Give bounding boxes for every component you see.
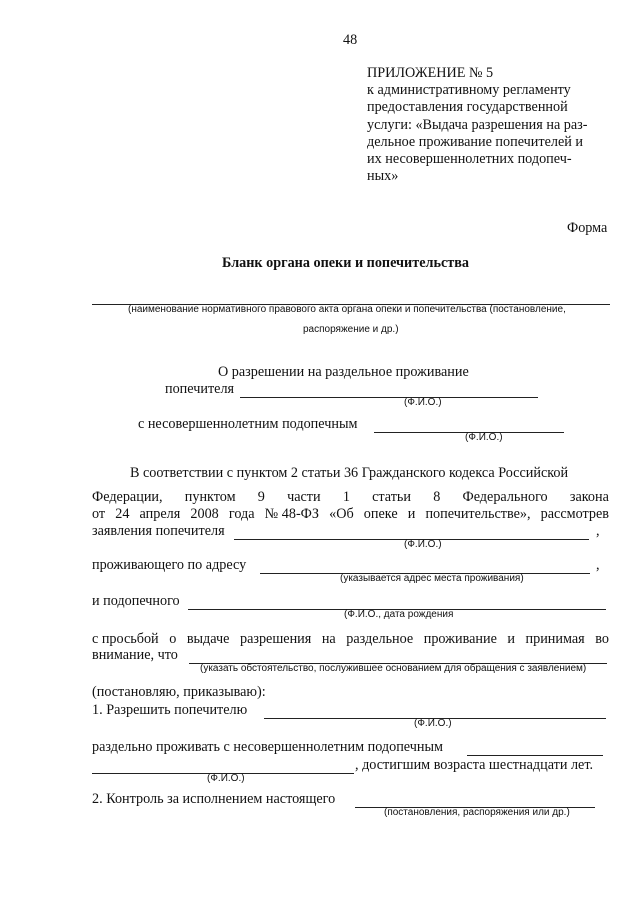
item-2-label: 2. Контроль за исполнением настоящего: [92, 791, 336, 807]
word: о: [169, 631, 177, 647]
word: 8: [433, 489, 441, 505]
word: и: [507, 631, 515, 647]
word: № 48-ФЗ: [264, 506, 319, 522]
caption-fio: (Ф.И.О.): [404, 539, 442, 550]
attention-label: внимание, что: [92, 647, 178, 663]
word: на: [321, 631, 336, 647]
appendix-block: [367, 65, 617, 185]
caption-act-2: распоряжение и др.): [303, 324, 399, 335]
item-1-ward-line-1: [467, 755, 603, 756]
appendix-line: дельное проживание попечителей и: [367, 133, 583, 150]
ward-label: и подопечного: [92, 593, 180, 609]
word: выдаче: [186, 631, 230, 647]
appendix-line: ных»: [367, 168, 399, 185]
word: во: [595, 631, 609, 647]
decree-text: (постановляю, приказываю):: [92, 684, 266, 700]
word: раздельное: [346, 631, 414, 647]
word: 2008: [190, 506, 219, 522]
comma: ,: [596, 557, 600, 573]
heading-line-2: попечителя: [165, 381, 235, 397]
document-title: Бланк органа опеки и попечительства: [222, 255, 469, 271]
word: года: [228, 506, 255, 522]
appendix-line: к административному регламенту: [367, 82, 571, 99]
heading-line-1: О разрешении на раздельное проживание: [218, 364, 469, 380]
appendix-line: их несовершеннолетних подопеч-: [367, 151, 572, 168]
item-1-continued: раздельно проживать с несовершеннолетним подопечным: [92, 739, 443, 755]
page-number: 48: [343, 32, 358, 48]
word: апреля: [139, 506, 181, 522]
body-line-3: [92, 506, 609, 523]
caption-doc: (постановления, распоряжения или др.): [384, 807, 570, 818]
word: опеке: [363, 506, 398, 522]
word: с просьбой: [92, 631, 159, 647]
word: 1: [342, 489, 350, 505]
caption-fio: (Ф.И.О.): [414, 718, 452, 729]
caption-address: (указывается адрес места проживания): [340, 573, 524, 584]
item-1-label: 1. Разрешить попечителю: [92, 702, 248, 718]
word: 9: [257, 489, 265, 505]
request-line: [92, 631, 609, 648]
caption-fio: (Ф.И.О.): [465, 432, 503, 443]
word: от: [92, 506, 106, 522]
word: закона: [569, 489, 609, 505]
word: 24: [115, 506, 130, 522]
word: «Об: [329, 506, 354, 522]
appendix-line: предоставления государственной: [367, 99, 568, 116]
word: попечительстве»,: [425, 506, 531, 522]
word: Федерации,: [92, 489, 163, 505]
caption-ward: (Ф.И.О., дата рождения: [344, 609, 454, 620]
word: пунктом: [184, 489, 236, 505]
body-line-2: [92, 489, 609, 506]
caption-reason: (указать обстоятельство, послужившее основанием для обращения с заявлением): [200, 663, 587, 674]
guardian-name-line: [240, 397, 538, 398]
word: принимая: [525, 631, 585, 647]
appendix-line: услуги: «Выдача разрешения на раз-: [367, 116, 588, 133]
word: статьи: [372, 489, 411, 505]
word: проживание: [423, 631, 497, 647]
caption-fio: (Ф.И.О.): [207, 773, 245, 784]
heading-line-3: с несовершеннолетним подопечным: [138, 416, 358, 432]
caption-fio: (Ф.И.О.): [404, 397, 442, 408]
caption-act-1: (наименование нормативного правового акта органа опеки и попечительства (постановление,: [128, 304, 566, 315]
word: части: [287, 489, 321, 505]
address-label: проживающего по адресу: [92, 557, 247, 573]
body-line-1: В соответствии с пунктом 2 статьи 36 Гражданского кодекса Российской: [130, 465, 569, 481]
word: и: [407, 506, 416, 522]
word: Федерального: [462, 489, 548, 505]
appendix-title: ПРИЛОЖЕНИЕ № 5: [367, 65, 494, 81]
item-1-end: , достигшим возраста шестнадцати лет.: [355, 757, 594, 773]
form-label: Форма: [567, 220, 608, 236]
word: разрешения: [239, 631, 312, 647]
comma: ,: [596, 523, 600, 539]
body-line-4: заявления попечителя: [92, 523, 225, 539]
word: рассмотрев: [540, 506, 609, 522]
